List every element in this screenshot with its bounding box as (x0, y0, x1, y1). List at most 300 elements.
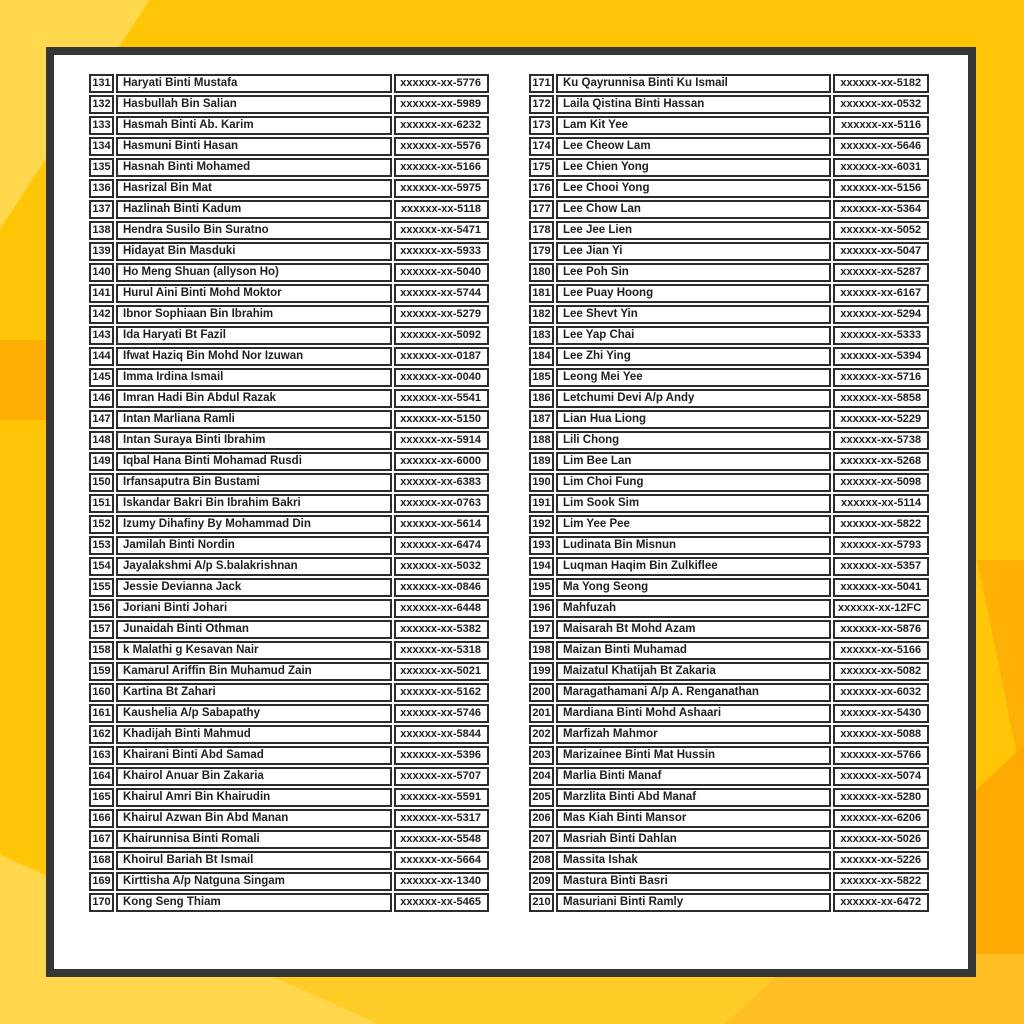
table-row (529, 788, 929, 807)
table-row (89, 725, 489, 744)
masked-id-cell: xxxxxx-xx-5614 (394, 515, 489, 534)
row-number-cell: 197 (529, 620, 554, 639)
masked-id-cell: xxxxxx-xx-5021 (394, 662, 489, 681)
row-number-cell: 181 (529, 284, 554, 303)
row-number-cell: 151 (89, 494, 114, 513)
name-cell: Lim Choi Fung (556, 473, 831, 492)
row-number-cell: 147 (89, 410, 114, 429)
masked-id-cell: xxxxxx-xx-5776 (394, 74, 489, 93)
masked-id-cell: xxxxxx-xx-5465 (394, 893, 489, 912)
row-number-cell: 153 (89, 536, 114, 555)
name-cell: Lim Yee Pee (556, 515, 831, 534)
table-row (89, 200, 489, 219)
masked-id-cell: xxxxxx-xx-5026 (833, 830, 929, 849)
row-number-cell: 169 (89, 872, 114, 891)
row-number-cell: 165 (89, 788, 114, 807)
table-row (89, 767, 489, 786)
name-cell: Leong Mei Yee (556, 368, 831, 387)
name-cell: Maisarah Bt Mohd Azam (556, 620, 831, 639)
table-row (529, 683, 929, 702)
masked-id-cell: xxxxxx-xx-5156 (833, 179, 929, 198)
name-cell: Hasnah Binti Mohamed (116, 158, 392, 177)
name-cell: k Malathi g Kesavan Nair (116, 641, 392, 660)
table-row (89, 620, 489, 639)
table-row (529, 893, 929, 912)
name-cell: Khairunnisa Binti Romali (116, 830, 392, 849)
masked-id-cell: xxxxxx-xx-5394 (833, 347, 929, 366)
masked-id-cell: xxxxxx-xx-6167 (833, 284, 929, 303)
row-number-cell: 146 (89, 389, 114, 408)
row-number-cell: 200 (529, 683, 554, 702)
name-cell: Khairani Binti Abd Samad (116, 746, 392, 765)
name-cell: Khairol Anuar Bin Zakaria (116, 767, 392, 786)
masked-id-cell: xxxxxx-xx-5738 (833, 431, 929, 450)
masked-id-cell: xxxxxx-xx-6448 (394, 599, 489, 618)
name-cell: Ludinata Bin Misnun (556, 536, 831, 555)
masked-id-cell: xxxxxx-xx-5541 (394, 389, 489, 408)
row-number-cell: 155 (89, 578, 114, 597)
name-cell: Izumy Dihafiny By Mohammad Din (116, 515, 392, 534)
row-number-cell: 136 (89, 179, 114, 198)
masked-id-cell: xxxxxx-xx-1340 (394, 872, 489, 891)
masked-id-cell: xxxxxx-xx-5092 (394, 326, 489, 345)
row-number-cell: 178 (529, 221, 554, 240)
masked-id-cell: xxxxxx-xx-0763 (394, 494, 489, 513)
masked-id-cell: xxxxxx-xx-5280 (833, 788, 929, 807)
row-number-cell: 133 (89, 116, 114, 135)
masked-id-cell: xxxxxx-xx-5318 (394, 641, 489, 660)
table-row (529, 242, 929, 261)
row-number-cell: 137 (89, 200, 114, 219)
table-row (529, 620, 929, 639)
row-number-cell: 154 (89, 557, 114, 576)
row-number-cell: 166 (89, 809, 114, 828)
row-number-cell: 141 (89, 284, 114, 303)
name-cell: Lee Cheow Lam (556, 137, 831, 156)
name-cell: Irfansaputra Bin Bustami (116, 473, 392, 492)
row-number-cell: 203 (529, 746, 554, 765)
row-number-cell: 195 (529, 578, 554, 597)
name-cell: Haryati Binti Mustafa (116, 74, 392, 93)
masked-id-cell: xxxxxx-xx-5047 (833, 242, 929, 261)
row-number-cell: 186 (529, 389, 554, 408)
masked-id-cell: xxxxxx-xx-5576 (394, 137, 489, 156)
masked-id-cell: xxxxxx-xx-6232 (394, 116, 489, 135)
table-row (89, 683, 489, 702)
table-row (89, 452, 489, 471)
masked-id-cell: xxxxxx-xx-5591 (394, 788, 489, 807)
name-cell: Lee Zhi Ying (556, 347, 831, 366)
row-number-cell: 138 (89, 221, 114, 240)
masked-id-cell: xxxxxx-xx-5082 (833, 662, 929, 681)
row-number-cell: 135 (89, 158, 114, 177)
row-number-cell: 180 (529, 263, 554, 282)
row-number-cell: 164 (89, 767, 114, 786)
row-number-cell: 170 (89, 893, 114, 912)
row-number-cell: 176 (529, 179, 554, 198)
name-cell: Jayalakshmi A/p S.balakrishnan (116, 557, 392, 576)
table-row (529, 536, 929, 555)
table-row (89, 158, 489, 177)
name-cell: Letchumi Devi A/p Andy (556, 389, 831, 408)
name-cell: Masriah Binti Dahlan (556, 830, 831, 849)
row-number-cell: 177 (529, 200, 554, 219)
masked-id-cell: xxxxxx-xx-0532 (833, 95, 929, 114)
masked-id-cell: xxxxxx-xx-5162 (394, 683, 489, 702)
table-row (529, 221, 929, 240)
name-cell: Luqman Haqim Bin Zulkiflee (556, 557, 831, 576)
table-row (529, 263, 929, 282)
table-row (529, 725, 929, 744)
masked-id-cell: xxxxxx-xx-5430 (833, 704, 929, 723)
table-row (529, 74, 929, 93)
name-cell: Lee Shevt Yin (556, 305, 831, 324)
masked-id-cell: xxxxxx-xx-5166 (394, 158, 489, 177)
name-cell: Jessie Devianna Jack (116, 578, 392, 597)
row-number-cell: 171 (529, 74, 554, 93)
table-row (529, 284, 929, 303)
table-row (89, 494, 489, 513)
table-row (89, 368, 489, 387)
table-row (529, 599, 929, 618)
name-list-table-left (87, 72, 491, 914)
table-row (89, 893, 489, 912)
table-row (529, 767, 929, 786)
name-cell: Hidayat Bin Masduki (116, 242, 392, 261)
name-cell: Lili Chong (556, 431, 831, 450)
name-cell: Maizatul Khatijah Bt Zakaria (556, 662, 831, 681)
name-cell: Maizan Binti Muhamad (556, 641, 831, 660)
name-cell: Lim Bee Lan (556, 452, 831, 471)
name-cell: Ho Meng Shuan (allyson Ho) (116, 263, 392, 282)
table-row (529, 494, 929, 513)
name-cell: Mastura Binti Basri (556, 872, 831, 891)
row-number-cell: 168 (89, 851, 114, 870)
table-row (529, 452, 929, 471)
table-row (89, 557, 489, 576)
name-cell: Laila Qistina Binti Hassan (556, 95, 831, 114)
table-row (89, 116, 489, 135)
masked-id-cell: xxxxxx-xx-5268 (833, 452, 929, 471)
masked-id-cell: xxxxxx-xx-5294 (833, 305, 929, 324)
masked-id-cell: xxxxxx-xx-5975 (394, 179, 489, 198)
row-number-cell: 142 (89, 305, 114, 324)
masked-id-cell: xxxxxx-xx-5914 (394, 431, 489, 450)
row-number-cell: 198 (529, 641, 554, 660)
table-row (89, 515, 489, 534)
masked-id-cell: xxxxxx-xx-5844 (394, 725, 489, 744)
name-cell: Marizainee Binti Mat Hussin (556, 746, 831, 765)
row-number-cell: 175 (529, 158, 554, 177)
row-number-cell: 174 (529, 137, 554, 156)
name-cell: Lian Hua Liong (556, 410, 831, 429)
name-cell: Khairul Azwan Bin Abd Manan (116, 809, 392, 828)
table-row (529, 746, 929, 765)
masked-id-cell: xxxxxx-xx-5041 (833, 578, 929, 597)
name-cell: Imran Hadi Bin Abdul Razak (116, 389, 392, 408)
row-number-cell: 173 (529, 116, 554, 135)
row-number-cell: 209 (529, 872, 554, 891)
masked-id-cell: xxxxxx-xx-6000 (394, 452, 489, 471)
masked-id-cell: xxxxxx-xx-5333 (833, 326, 929, 345)
masked-id-cell: xxxxxx-xx-5744 (394, 284, 489, 303)
name-cell: Lee Chooi Yong (556, 179, 831, 198)
masked-id-cell: xxxxxx-xx-5471 (394, 221, 489, 240)
name-cell: Kong Seng Thiam (116, 893, 392, 912)
name-cell: Ida Haryati Bt Fazil (116, 326, 392, 345)
table-row (89, 851, 489, 870)
masked-id-cell: xxxxxx-xx-5040 (394, 263, 489, 282)
masked-id-cell: xxxxxx-xx-5766 (833, 746, 929, 765)
row-number-cell: 157 (89, 620, 114, 639)
table-row (529, 578, 929, 597)
name-cell: Jamilah Binti Nordin (116, 536, 392, 555)
table-row (89, 221, 489, 240)
row-number-cell: 182 (529, 305, 554, 324)
masked-id-cell: xxxxxx-xx-5822 (833, 515, 929, 534)
name-cell: Lim Sook Sim (556, 494, 831, 513)
table-row (89, 578, 489, 597)
name-cell: Khoirul Bariah Bt Ismail (116, 851, 392, 870)
row-number-cell: 150 (89, 473, 114, 492)
row-number-cell: 185 (529, 368, 554, 387)
row-number-cell: 188 (529, 431, 554, 450)
masked-id-cell: xxxxxx-xx-5279 (394, 305, 489, 324)
table-row (89, 326, 489, 345)
masked-id-cell: xxxxxx-xx-0040 (394, 368, 489, 387)
table-row (529, 872, 929, 891)
name-cell: Ifwat Haziq Bin Mohd Nor Izuwan (116, 347, 392, 366)
masked-id-cell: xxxxxx-xx-5317 (394, 809, 489, 828)
table-row (529, 200, 929, 219)
row-number-cell: 145 (89, 368, 114, 387)
table-row (529, 95, 929, 114)
name-cell: Lam Kit Yee (556, 116, 831, 135)
masked-id-cell: xxxxxx-xx-5707 (394, 767, 489, 786)
name-cell: Lee Chow Lan (556, 200, 831, 219)
row-number-cell: 134 (89, 137, 114, 156)
row-number-cell: 140 (89, 263, 114, 282)
row-number-cell: 131 (89, 74, 114, 93)
name-cell: Hasrizal Bin Mat (116, 179, 392, 198)
name-cell: Intan Suraya Binti Ibrahim (116, 431, 392, 450)
name-cell: Lee Poh Sin (556, 263, 831, 282)
table-row (89, 704, 489, 723)
name-cell: Lee Jee Lien (556, 221, 831, 240)
masked-id-cell: xxxxxx-xx-5548 (394, 830, 489, 849)
table-row (89, 137, 489, 156)
row-number-cell: 158 (89, 641, 114, 660)
table-row (529, 116, 929, 135)
name-cell: Marfizah Mahmor (556, 725, 831, 744)
masked-id-cell: xxxxxx-xx-5287 (833, 263, 929, 282)
table-row (529, 389, 929, 408)
table-row (529, 305, 929, 324)
table-row (89, 599, 489, 618)
masked-id-cell: xxxxxx-xx-5114 (833, 494, 929, 513)
masked-id-cell: xxxxxx-xx-5646 (833, 137, 929, 156)
name-cell: Marzlita Binti Abd Manaf (556, 788, 831, 807)
name-cell: Lee Puay Hoong (556, 284, 831, 303)
name-cell: Hazlinah Binti Kadum (116, 200, 392, 219)
table-row (89, 347, 489, 366)
masked-id-cell: xxxxxx-xx-5150 (394, 410, 489, 429)
name-cell: Hasbullah Bin Salian (116, 95, 392, 114)
masked-id-cell: xxxxxx-xx-5822 (833, 872, 929, 891)
name-cell: Imma Irdina Ismail (116, 368, 392, 387)
name-cell: Khairul Amri Bin Khairudin (116, 788, 392, 807)
table-row (529, 179, 929, 198)
name-cell: Kaushelia A/p Sabapathy (116, 704, 392, 723)
table-row (89, 536, 489, 555)
name-cell: Marlia Binti Manaf (556, 767, 831, 786)
table-row (89, 305, 489, 324)
name-cell: Iqbal Hana Binti Mohamad Rusdi (116, 452, 392, 471)
table-row (529, 137, 929, 156)
masked-id-cell: xxxxxx-xx-5182 (833, 74, 929, 93)
table-row (89, 242, 489, 261)
name-cell: Lee Yap Chai (556, 326, 831, 345)
name-cell: Ku Qayrunnisa Binti Ku Ismail (556, 74, 831, 93)
row-number-cell: 190 (529, 473, 554, 492)
name-cell: Iskandar Bakri Bin Ibrahim Bakri (116, 494, 392, 513)
name-cell: Kirttisha A/p Natguna Singam (116, 872, 392, 891)
masked-id-cell: xxxxxx-xx-5793 (833, 536, 929, 555)
name-cell: Mas Kiah Binti Mansor (556, 809, 831, 828)
table-row (89, 95, 489, 114)
document-page (54, 55, 968, 969)
row-number-cell: 210 (529, 893, 554, 912)
row-number-cell: 132 (89, 95, 114, 114)
masked-id-cell: xxxxxx-xx-6472 (833, 893, 929, 912)
name-cell: Hasmah Binti Ab. Karim (116, 116, 392, 135)
name-cell: Ibnor Sophiaan Bin Ibrahim (116, 305, 392, 324)
table-row (529, 809, 929, 828)
left-table-body (89, 74, 489, 912)
row-number-cell: 139 (89, 242, 114, 261)
row-number-cell: 189 (529, 452, 554, 471)
row-number-cell: 149 (89, 452, 114, 471)
table-row (89, 74, 489, 93)
table-row (529, 368, 929, 387)
table-row (529, 557, 929, 576)
table-row (89, 410, 489, 429)
row-number-cell: 208 (529, 851, 554, 870)
row-number-cell: 143 (89, 326, 114, 345)
row-number-cell: 167 (89, 830, 114, 849)
name-cell: Intan Marliana Ramli (116, 410, 392, 429)
table-row (529, 347, 929, 366)
row-number-cell: 201 (529, 704, 554, 723)
row-number-cell: 207 (529, 830, 554, 849)
masked-id-cell: xxxxxx-xx-6031 (833, 158, 929, 177)
row-number-cell: 202 (529, 725, 554, 744)
masked-id-cell: xxxxxx-xx-5118 (394, 200, 489, 219)
row-number-cell: 193 (529, 536, 554, 555)
name-cell: Ma Yong Seong (556, 578, 831, 597)
masked-id-cell: xxxxxx-xx-6474 (394, 536, 489, 555)
table-row (529, 515, 929, 534)
table-row (529, 473, 929, 492)
masked-id-cell: xxxxxx-xx-5746 (394, 704, 489, 723)
table-row (89, 473, 489, 492)
masked-id-cell: xxxxxx-xx-5032 (394, 557, 489, 576)
table-row (529, 851, 929, 870)
row-number-cell: 196 (529, 599, 554, 618)
row-number-cell: 184 (529, 347, 554, 366)
row-number-cell: 144 (89, 347, 114, 366)
right-table-body (529, 74, 929, 912)
row-number-cell: 162 (89, 725, 114, 744)
row-number-cell: 191 (529, 494, 554, 513)
name-cell: Joriani Binti Johari (116, 599, 392, 618)
table-row (89, 809, 489, 828)
masked-id-cell: xxxxxx-xx-6206 (833, 809, 929, 828)
name-cell: Mahfuzah (556, 599, 831, 618)
masked-id-cell: xxxxxx-xx-0187 (394, 347, 489, 366)
masked-id-cell: xxxxxx-xx-5664 (394, 851, 489, 870)
masked-id-cell: xxxxxx-xx-5382 (394, 620, 489, 639)
table-row (89, 641, 489, 660)
page-frame (46, 47, 976, 977)
table-row (89, 389, 489, 408)
table-row (89, 179, 489, 198)
masked-id-cell: xxxxxx-xx-5166 (833, 641, 929, 660)
name-cell: Hendra Susilo Bin Suratno (116, 221, 392, 240)
masked-id-cell: xxxxxx-xx-5858 (833, 389, 929, 408)
masked-id-cell: xxxxxx-xx-5364 (833, 200, 929, 219)
masked-id-cell: xxxxxx-xx-5396 (394, 746, 489, 765)
name-cell: Maragathamani A/p A. Renganathan (556, 683, 831, 702)
table-row (89, 830, 489, 849)
row-number-cell: 152 (89, 515, 114, 534)
row-number-cell: 199 (529, 662, 554, 681)
row-number-cell: 179 (529, 242, 554, 261)
masked-id-cell: xxxxxx-xx-5098 (833, 473, 929, 492)
row-number-cell: 183 (529, 326, 554, 345)
masked-id-cell: xxxxxx-xx-5357 (833, 557, 929, 576)
masked-id-cell: xxxxxx-xx-6383 (394, 473, 489, 492)
name-cell: Lee Jian Yi (556, 242, 831, 261)
masked-id-cell: xxxxxx-xx-0846 (394, 578, 489, 597)
masked-id-cell: xxxxxx-xx-5052 (833, 221, 929, 240)
row-number-cell: 148 (89, 431, 114, 450)
table-row (89, 746, 489, 765)
table-row (89, 872, 489, 891)
masked-id-cell: xxxxxx-xx-5074 (833, 767, 929, 786)
row-number-cell: 159 (89, 662, 114, 681)
masked-id-cell: xxxxxx-xx-5989 (394, 95, 489, 114)
masked-id-cell: xxxxxx-xx-5876 (833, 620, 929, 639)
table-row (529, 158, 929, 177)
masked-id-cell: xxxxxx-xx-5933 (394, 242, 489, 261)
name-cell: Lee Chien Yong (556, 158, 831, 177)
table-row (89, 284, 489, 303)
table-row (529, 326, 929, 345)
row-number-cell: 194 (529, 557, 554, 576)
row-number-cell: 172 (529, 95, 554, 114)
table-row (529, 641, 929, 660)
name-cell: Hurul Aini Binti Mohd Moktor (116, 284, 392, 303)
table-row (529, 830, 929, 849)
row-number-cell: 161 (89, 704, 114, 723)
table-row (89, 431, 489, 450)
name-cell: Kartina Bt Zahari (116, 683, 392, 702)
row-number-cell: 156 (89, 599, 114, 618)
masked-id-cell: xxxxxx-xx-5716 (833, 368, 929, 387)
masked-id-cell: xxxxxx-xx-5226 (833, 851, 929, 870)
row-number-cell: 205 (529, 788, 554, 807)
